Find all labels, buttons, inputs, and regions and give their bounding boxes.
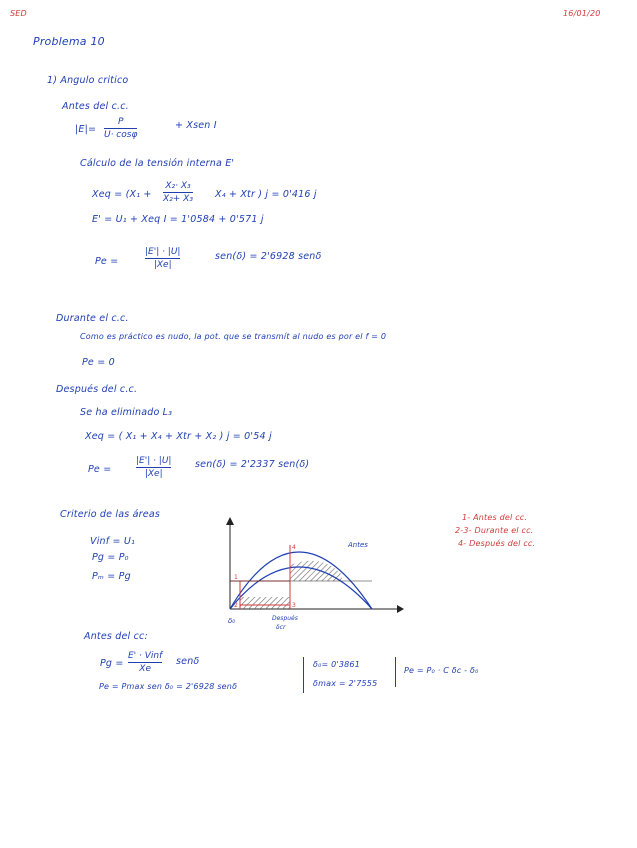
delta0-value: δ₀= 0'3861 (313, 660, 360, 669)
header-date: 16/01/20 (563, 9, 601, 18)
pe-den: |Xe| (153, 260, 172, 270)
pe2-rhs: sen(δ) = 2'2337 sen(δ) (195, 459, 310, 470)
eq-e-lhs: |E|= (75, 124, 97, 135)
deltac-label-2: δcr (276, 624, 286, 631)
eq-e-num: P (117, 117, 124, 127)
pg-den: Xe (139, 664, 151, 674)
pe2-num: |E'| · |U| (136, 456, 172, 466)
xeq2-line: Xeq = ( X₁ + X₄ + Xtr + X₂ ) j = 0'54 j (85, 431, 272, 442)
durante-text: Como es práctico es nudo, la pot. que se transmít al nudo es por el f = 0 (80, 332, 387, 341)
curve-label: Antes (348, 541, 368, 549)
pe-final: Pe = Pmax sen δ₀ = 2'6928 senδ (99, 682, 238, 691)
fraction-bar (104, 128, 137, 129)
eq-e-rhs: + Xsen I (175, 120, 217, 131)
point-label-2: 2 (234, 602, 238, 609)
pg-rhs: senδ (176, 656, 200, 667)
decel-area (290, 561, 342, 581)
durante-heading: Durante el c.c. (56, 313, 129, 324)
point-label-4: 4 (292, 544, 296, 551)
xeq-line: Xeq = (X₁ + (92, 189, 152, 200)
pe-num: |E'| · |U| (145, 247, 181, 257)
fraction-bar (163, 192, 193, 193)
xeq-fraction (163, 181, 193, 204)
xeq-frac-den: X₂+ X₃ (163, 194, 193, 204)
xeq-rest: X₄ + Xtr ) j = 0'416 j (215, 189, 317, 200)
pg-lhs: Pg = (100, 658, 124, 669)
antes-heading: Antes del c.c. (62, 101, 129, 112)
pg-num: E' · Vinf (128, 651, 163, 661)
pe-cc: Pe = 0 (82, 357, 115, 368)
fraction-bar (128, 662, 162, 663)
despues-heading: Después del c.c. (56, 384, 138, 395)
eq-e-den: U· cosφ (104, 130, 138, 140)
legend-item-2: 2-3- Durante el cc. (455, 526, 534, 535)
pe2-lhs: Pe = (88, 464, 112, 475)
page-title: Problema 10 (33, 35, 105, 48)
areas-eq1: Vinf = U₁ (90, 536, 136, 547)
areas-heading: Criterio de las áreas (60, 509, 160, 520)
xeq-frac-num: X₂· X₃ (165, 181, 191, 191)
pe-rhs: sen(δ) = 2'6928 senδ (215, 251, 322, 262)
fraction-bar (145, 258, 180, 259)
power-angle-diagram (212, 515, 412, 635)
delta0-label: δ₀ (228, 617, 236, 625)
areas-eq3: Pₘ = Pg (92, 571, 131, 582)
point-label-3: 3 (292, 602, 296, 609)
pe2-den: |Xe| (144, 469, 163, 479)
legend-item-1: 1- Antes del cc. (462, 513, 528, 522)
brace-divider (303, 657, 304, 693)
pg-fraction (128, 651, 162, 674)
deltac-label-1: Después (272, 615, 298, 622)
despues-text: Se ha eliminado L₃ (80, 407, 173, 418)
fraction-bar (136, 467, 171, 468)
thevenin-heading: Cálculo de la tensión interna E' (80, 158, 235, 169)
header-tag: SED (10, 9, 27, 18)
y-axis-arrow-icon (226, 517, 234, 525)
brace-divider-2 (395, 657, 396, 687)
antes2-heading: Antes del cc: (84, 631, 148, 642)
pe-relation: Pe = P₀ · C δc - δ₀ (404, 666, 479, 675)
deltamax-value: δmax = 2'7555 (313, 679, 378, 688)
point-label-1: 1 (234, 574, 238, 581)
pe2-fraction (136, 456, 171, 479)
x-axis-arrow-icon (397, 605, 404, 613)
accel-area (240, 597, 290, 609)
eprime-line: E' = U₁ + Xeq I = 1'0584 + 0'571 j (92, 214, 264, 225)
section-heading-angle: 1) Angulo critico (47, 75, 129, 86)
legend-item-3: 4- Después del cc. (458, 539, 536, 548)
pe-lhs: Pe = (95, 256, 119, 267)
eq-e-fraction (104, 117, 137, 140)
areas-eq2: Pg = P₀ (92, 552, 129, 563)
pe-fraction (145, 247, 180, 270)
